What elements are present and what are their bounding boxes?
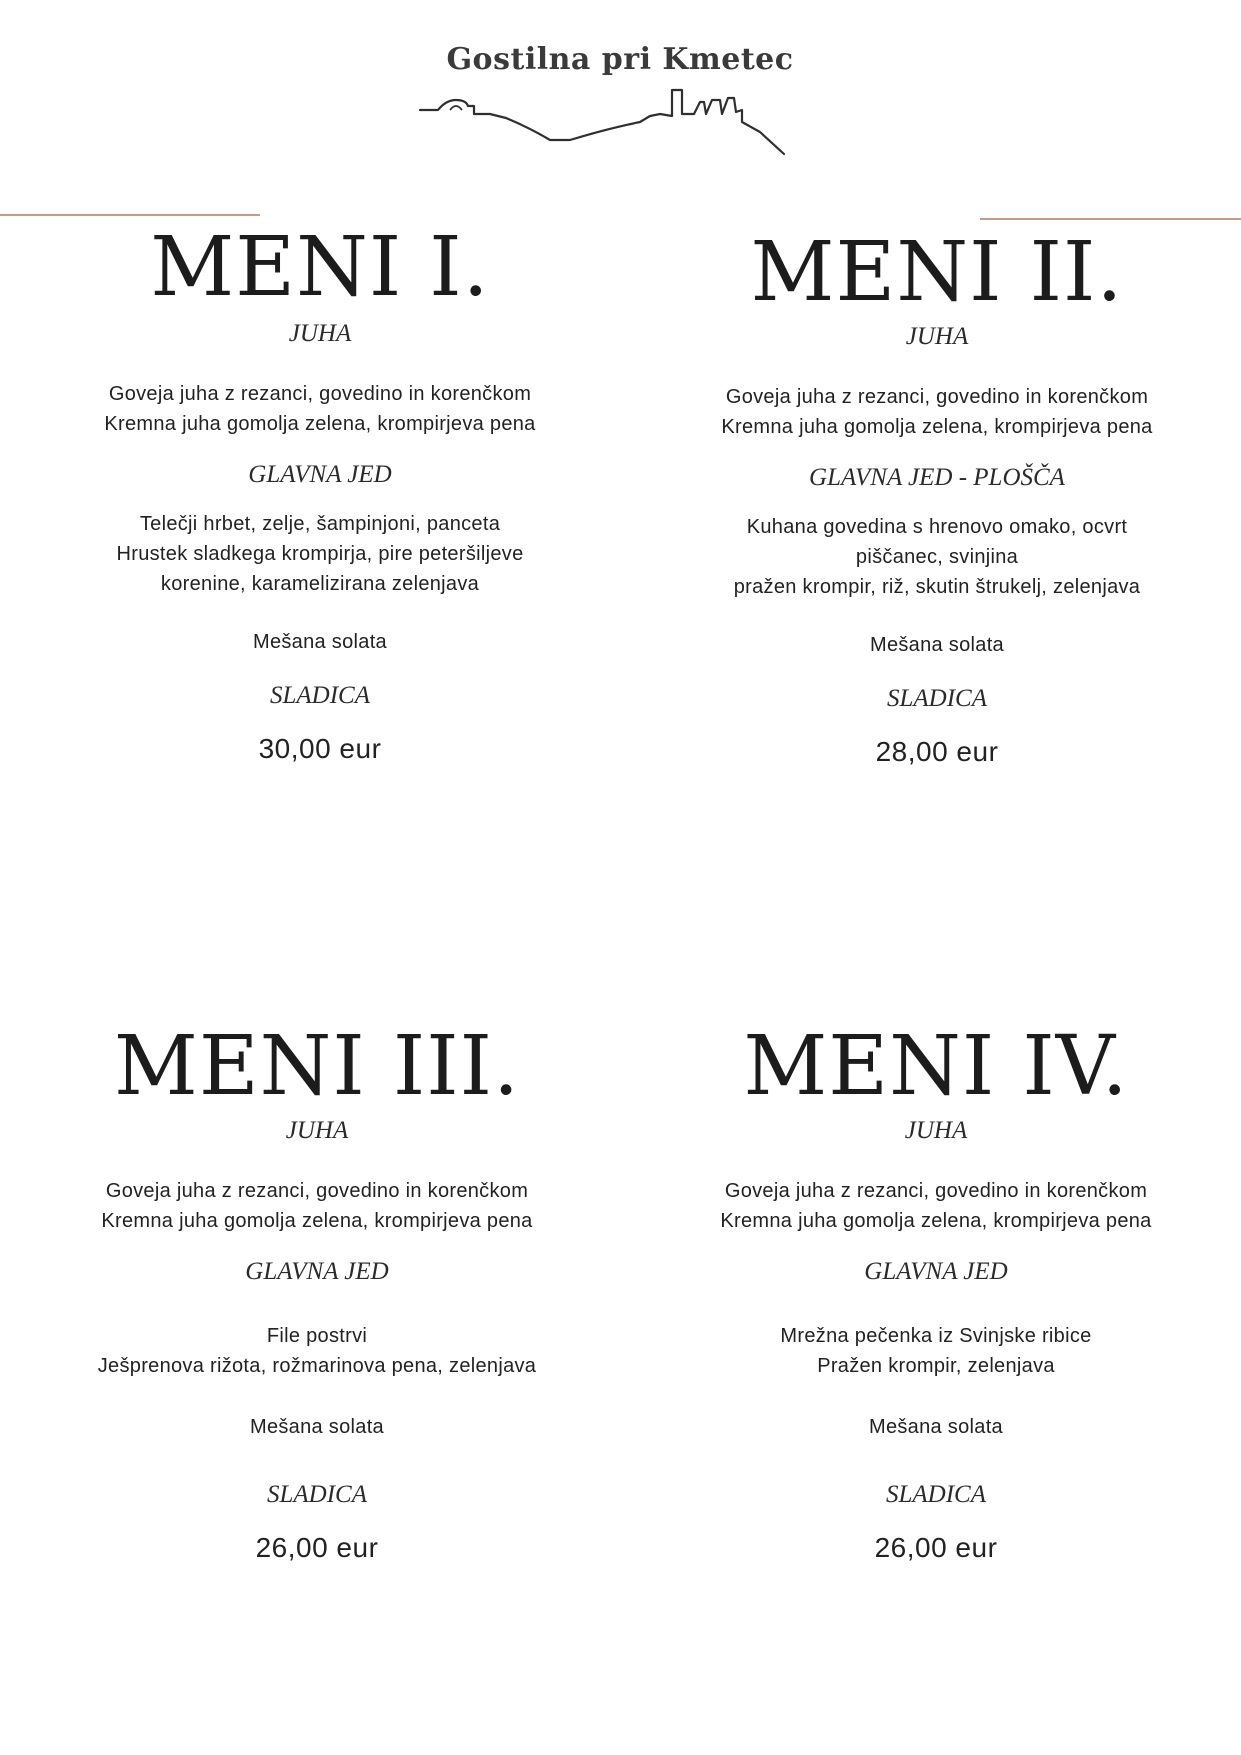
castle-skyline-icon: [410, 30, 830, 160]
decorative-rule-right: [980, 218, 1241, 220]
menu-title: MENI II.: [750, 225, 1124, 320]
main-course-heading: GLAVNA JED: [245, 1258, 389, 1285]
soup-heading: JUHA: [285, 1117, 349, 1144]
main-course-heading: GLAVNA JED: [864, 1258, 1008, 1285]
soup-heading: JUHA: [905, 323, 969, 350]
soup-line: Goveja juha z rezanci, govedino in korenčkom: [724, 1180, 1148, 1202]
main-course-line: Mrežna pečenka iz Svinjske ribice: [780, 1325, 1092, 1347]
main-course-line: korenine, karamelizirana zelenjava: [160, 573, 480, 595]
main-course-heading: GLAVNA JED: [248, 461, 392, 488]
soup-line: Kremna juha gomolja zelena, krompirjeva pena: [721, 416, 1153, 438]
dessert-heading: SLADICA: [267, 1481, 367, 1508]
main-course-heading: GLAVNA JED - PLOŠČA: [809, 464, 1065, 491]
menu-price: 26,00 eur: [874, 1532, 998, 1563]
main-course-line: Kuhana govedina s hrenovo omako, ocvrt: [746, 516, 1128, 538]
restaurant-name: Gostilna pri Kmetec: [446, 42, 794, 77]
main-course-line: File postrvi: [266, 1325, 368, 1347]
soup-line: Goveja juha z rezanci, govedino in korenčkom: [108, 383, 532, 405]
salad-line: Mešana solata: [253, 631, 387, 653]
soup-line: Kremna juha gomolja zelena, krompirjeva pena: [720, 1210, 1152, 1232]
main-course-line: Telečji hrbet, zelje, šampinjoni, panceta: [139, 513, 501, 535]
salad-line: Mešana solata: [869, 1416, 1003, 1438]
menu-price: 28,00 eur: [875, 736, 999, 767]
main-course-line: piščanec, svinjina: [855, 546, 1019, 568]
soup-line: Kremna juha gomolja zelena, krompirjeva pena: [101, 1210, 533, 1232]
dessert-heading: SLADICA: [886, 1481, 986, 1508]
main-course-line: Hrustek sladkega krompirja, pire peteršiljeve: [116, 543, 524, 565]
main-course-line: pražen krompir, riž, skutin štrukelj, zelenjava: [733, 576, 1141, 598]
decorative-rule-left: [0, 214, 260, 216]
salad-line: Mešana solata: [870, 634, 1004, 656]
dessert-heading: SLADICA: [270, 682, 370, 709]
dessert-heading: SLADICA: [887, 685, 987, 712]
soup-line: Goveja juha z rezanci, govedino in korenčkom: [105, 1180, 529, 1202]
restaurant-logo: [410, 30, 830, 160]
soup-heading: JUHA: [904, 1117, 968, 1144]
menu-price: 26,00 eur: [255, 1532, 379, 1563]
salad-line: Mešana solata: [250, 1416, 384, 1438]
soup-line: Kremna juha gomolja zelena, krompirjeva pena: [104, 413, 536, 435]
main-course-line: Pražen krompir, zelenjava: [817, 1355, 1055, 1377]
menu-title: MENI I.: [150, 220, 490, 315]
menu-price: 30,00 eur: [258, 733, 382, 764]
main-course-line: Ješprenova rižota, rožmarinova pena, zelenjava: [97, 1355, 537, 1377]
menu-title: MENI III.: [113, 1019, 521, 1114]
soup-line: Goveja juha z rezanci, govedino in korenčkom: [725, 386, 1149, 408]
soup-heading: JUHA: [288, 320, 352, 347]
menu-title: MENI IV.: [743, 1019, 1129, 1114]
